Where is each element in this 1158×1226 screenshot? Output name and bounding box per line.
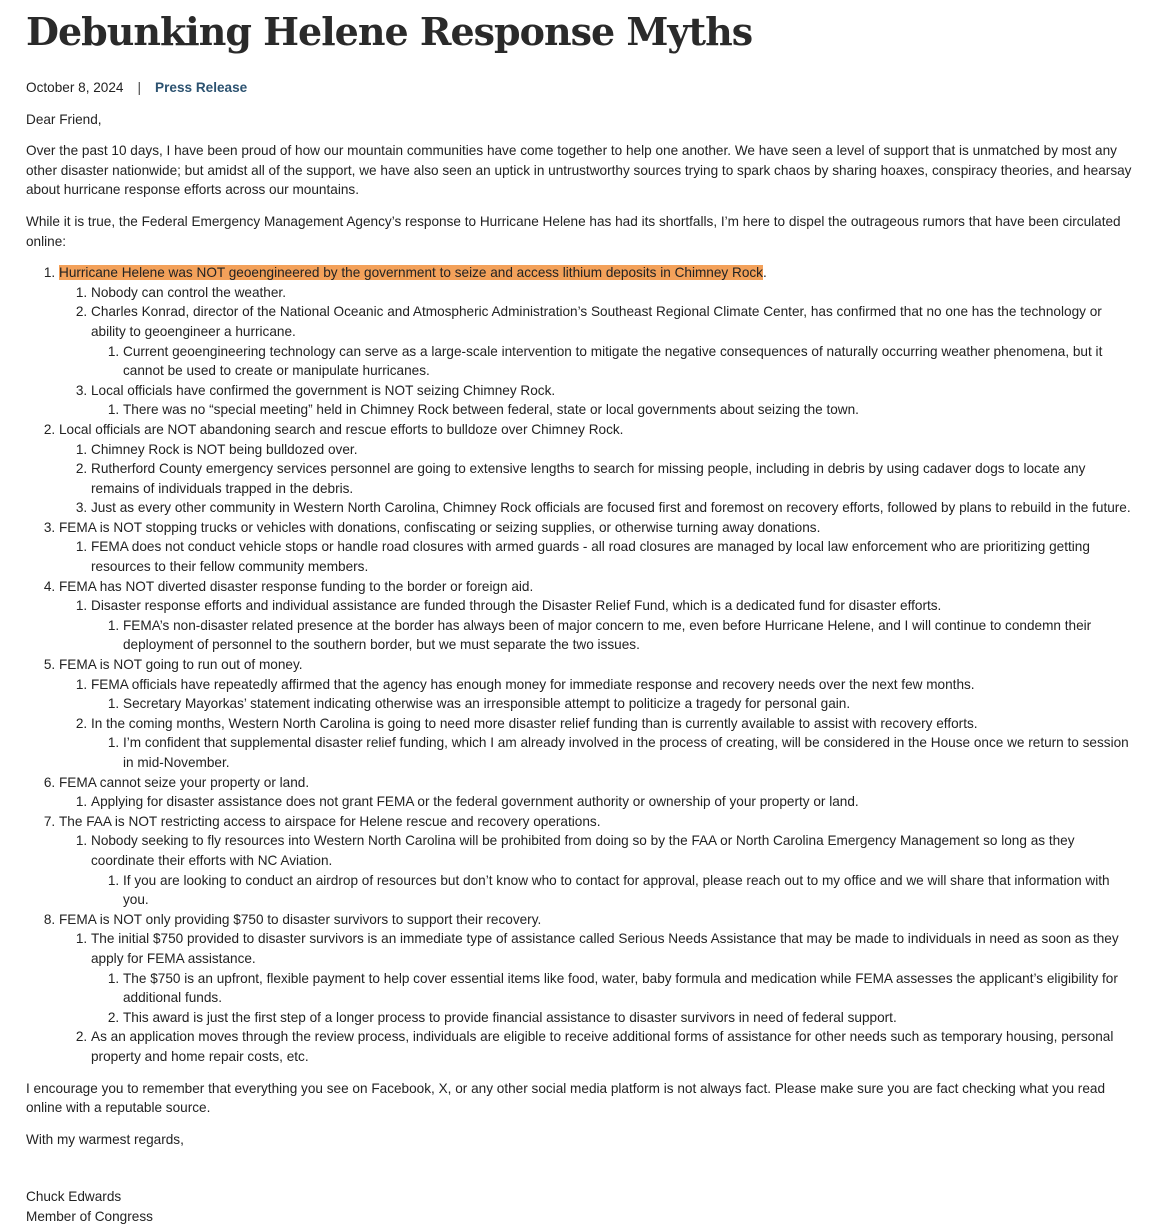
detail-list (91, 694, 1132, 714)
detail-list (91, 969, 1132, 1028)
myth-text: FEMA is NOT going to run out of money. (59, 657, 303, 673)
fact-item (91, 831, 1132, 909)
myth-text: Local officials are NOT abandoning search and rescue efforts to bulldoze over Chimney Rock. (59, 421, 624, 437)
myth-item (59, 773, 1132, 812)
category-link[interactable]: Press Release (155, 80, 248, 95)
fact-item: 1. FEMA does not conduct vehicle stops or handle road closures with armed guards - all road closures are managed by local law enforcement who are prioritizing getting resources to their fellow community members. (91, 537, 1132, 576)
myth-item (59, 420, 1132, 518)
meta-separator: | (137, 80, 142, 95)
myth-item (59, 518, 1132, 577)
detail-item: 1. FEMA’s non-disaster related presence at the border has always been of major concern to me, even before Hurricane Helene, and I will continue to condemn their deployment of personnel to the southern border, but we must separate the two issues. (123, 616, 1132, 655)
myth-text: FEMA has NOT diverted disaster response funding to the border or foreign aid. (59, 578, 534, 594)
fact-list (59, 283, 1132, 420)
myth-item (59, 910, 1132, 1067)
publish-date: October 8, 2024 (26, 80, 124, 95)
fact-list (59, 792, 1132, 812)
article-meta (26, 78, 1132, 98)
signoff: With my warmest regards, (26, 1131, 184, 1147)
detail-list (91, 400, 1132, 420)
closing-paragraph: I encourage you to remember that everything you see on Facebook, X, or any other social media platform is not always fact. Please make sure you are fact checking what you read online with a reputable source. (26, 1080, 1106, 1116)
detail-list (91, 871, 1132, 910)
detail-item: 1. Secretary Mayorkas’ statement indicating otherwise was an irresponsible attempt to politicize a tragedy for personal gain. (123, 694, 1132, 714)
myths-list (26, 263, 1132, 1066)
fact-item (91, 714, 1132, 773)
detail-item: 1. I’m confident that supplemental disaster relief funding, which I am already involved in the process of creating, will be considered in the House once we return to session in mid-November. (123, 733, 1132, 772)
greeting: Dear Friend, (26, 111, 102, 127)
fact-list (59, 929, 1132, 1066)
fact-list (59, 537, 1132, 576)
myth-item (59, 263, 1132, 420)
intro-paragraph: Over the past 10 days, I have been proud of how our mountain communities have come together to help one another. We have seen a level of support that is unmatched by most any other disaster nationwide; but amidst all of the support, we have also seen an uptick in untrustworthy sources trying to spark chaos by sharing hoaxes, conspiracy theories, and hearsay about hurricane response efforts across our mountains. (26, 143, 1132, 198)
detail-item: 1. If you are looking to conduct an airdrop of resources but don’t know who to contact for approval, please reach out to my office and we will share that information with you. (123, 871, 1132, 910)
myth-text: FEMA cannot seize your property or land. (59, 774, 310, 790)
detail-item: 1. There was no “special meeting” held in Chimney Rock between federal, state or local governments about seizing the town. (123, 400, 1132, 420)
fact-item: 3. Just as every other community in Western North Carolina, Chimney Rock officials are focused first and foremost on recovery efforts, followed by plans to rebuild in the future. (91, 498, 1132, 518)
myth-item (59, 655, 1132, 773)
detail-list (91, 616, 1132, 655)
fact-text: Nobody seeking to fly resources into Western North Carolina will be prohibited from doing so by the FAA or North Carolina Emergency Management so long as they coordinate their efforts with NC Aviation. (91, 833, 1075, 868)
signature-role: Member of Congress (26, 1208, 153, 1224)
fact-item: 2. Rutherford County emergency services personnel are going to extensive lengths to search for missing people, including in debris by using cadaver dogs to locate any remains of individuals trapped in the debris. (91, 459, 1132, 498)
highlighted-claim: Hurricane Helene was NOT geoengineered by the government to seize and access lithium deposits in Chimney Rock (59, 265, 763, 281)
myth-item (59, 577, 1132, 655)
fact-item: 1. Chimney Rock is NOT being bulldozed over. (91, 440, 1132, 460)
fact-item (91, 675, 1132, 714)
myth-text: FEMA is NOT only providing $750 to disaster survivors to support their recovery. (59, 911, 542, 927)
fact-text: Disaster response efforts and individual assistance are funded through the Disaster Relief Fund, which is a dedicated fund for disaster efforts. (91, 598, 942, 614)
fact-text: The initial $750 provided to disaster survivors is an immediate type of assistance called Serious Needs Assistance that may be made to individuals in need as soon as they apply for FEMA assistance. (91, 931, 1119, 966)
fact-text: In the coming months, Western North Carolina is going to need more disaster relief funding than is currently available to assist with recovery efforts. (91, 715, 978, 731)
fact-item: 1. Applying for disaster assistance does not grant FEMA or the federal government authority or ownership of your property or land. (91, 792, 1132, 812)
fact-item: 2. As an application moves through the review process, individuals are eligible to receive additional forms of assistance for other needs such as temporary housing, personal property and home repair costs, etc. (91, 1027, 1132, 1066)
detail-list (91, 733, 1132, 772)
fact-item: 1. Nobody can control the weather. (91, 283, 1132, 303)
fact-text: Charles Konrad, director of the National Oceanic and Atmospheric Administration’s Southeast Regional Climate Center, has confirmed that no one has the technology or ability to geoengineer a hurricane. (91, 304, 1102, 339)
intro-paragraph: While it is true, the Federal Emergency Management Agency’s response to Hurricane Helene has had its shortfalls, I’m here to dispel the outrageous rumors that have been circulated online: (26, 213, 1121, 249)
fact-item (91, 929, 1132, 1027)
detail-item: 1. The $750 is an upfront, flexible payment to help cover essential items like food, water, baby formula and medication while FEMA assesses the applicant’s eligibility for additional funds. (123, 969, 1132, 1008)
detail-list (91, 342, 1132, 381)
fact-item (91, 381, 1132, 420)
myth-text: FEMA is NOT stopping trucks or vehicles with donations, confiscating or seizing supplies, or otherwise turning away donations. (59, 519, 821, 535)
page-title: Debunking Helene Response Myths (26, 9, 753, 54)
fact-item (91, 596, 1132, 655)
signature-spacer (26, 1161, 1132, 1187)
detail-item: 1. Current geoengineering technology can serve as a large-scale intervention to mitigate the negative consequences of naturally occurring weather phenomena, but it cannot be used to create or manipulate hurricanes. (123, 342, 1132, 381)
fact-text: FEMA officials have repeatedly affirmed that the agency has enough money for immediate response and recovery needs over the next few months. (91, 676, 975, 692)
fact-text: Local officials have confirmed the government is NOT seizing Chimney Rock. (91, 382, 556, 398)
signature-name: Chuck Edwards (26, 1189, 122, 1205)
fact-list (59, 675, 1132, 773)
fact-list (59, 596, 1132, 655)
myth-text: The FAA is NOT restricting access to airspace for Helene rescue and recovery operations. (59, 813, 601, 829)
fact-list (59, 440, 1132, 518)
fact-item (91, 302, 1132, 380)
signature (26, 1187, 1132, 1226)
detail-item: 2. This award is just the first step of a longer process to provide financial assistance to disaster survivors in need of federal support. (123, 1008, 1132, 1028)
fact-list (59, 831, 1132, 909)
claim-suffix: . (762, 265, 767, 281)
myth-item (59, 812, 1132, 910)
